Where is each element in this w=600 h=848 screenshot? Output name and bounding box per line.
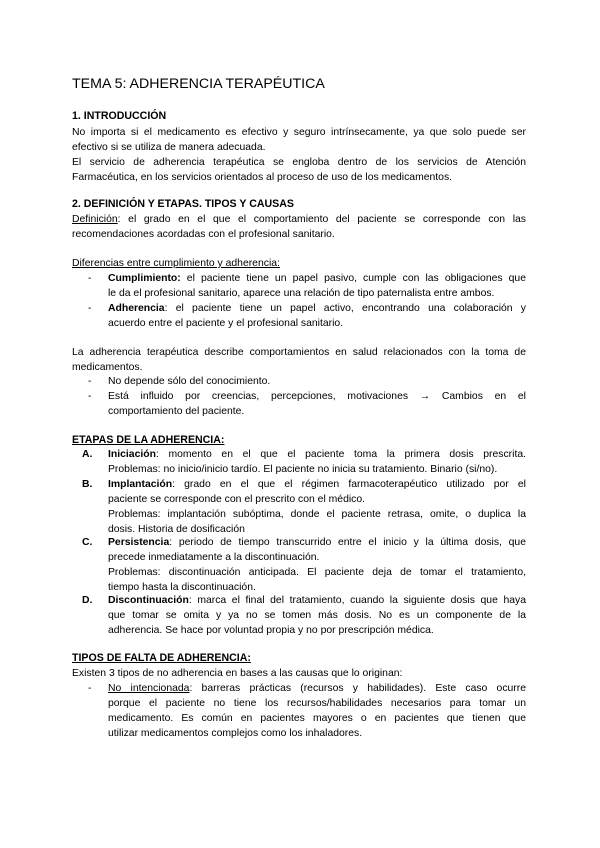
paragraph-line: No importa si el medicamento es efectivo y seguro intrínsecamente, ya que solo puede ser xyxy=(72,127,526,138)
etapa-letter: D. xyxy=(82,595,93,606)
section-heading-introduccion: 1. INTRODUCCIÓN xyxy=(72,110,167,122)
definition-text: : el grado en el que el comportamiento del paciente se corresponde con las xyxy=(117,214,526,225)
cumplimiento-label: Cumplimiento: xyxy=(108,273,181,284)
paragraph-line: medicamentos. xyxy=(72,362,143,373)
etapas-heading: ETAPAS DE LA ADHERENCIA: xyxy=(72,434,225,446)
bullet-dash: - xyxy=(88,376,92,387)
bullet-dash: - xyxy=(88,303,92,314)
etapa-label: Persistencia xyxy=(108,537,170,548)
bullet-dash: - xyxy=(88,391,92,402)
paragraph-line: El servicio de adherencia terapéutica se engloba dentro de los servicios de Atención xyxy=(72,157,526,168)
definition-line xyxy=(72,212,526,227)
etapa-label: Iniciación xyxy=(108,449,156,460)
bullet-dash: - xyxy=(88,683,92,694)
no-intencionada-label: No intencionada xyxy=(108,683,190,694)
etapa-letter: A. xyxy=(82,449,93,460)
bullet-dash: - xyxy=(88,273,92,284)
document-title: TEMA 5: ADHERENCIA TERAPÉUTICA xyxy=(72,76,325,92)
paragraph-line: efectivo si se utiliza de manera adecuada. xyxy=(72,142,266,153)
etapa-letter: B. xyxy=(82,479,93,490)
definition-label: Definición xyxy=(72,214,118,225)
paragraph-line: Existen 3 tipos de no adherencia en bases a las causas que lo originan: xyxy=(72,668,403,679)
etapa-letter: C. xyxy=(82,537,93,548)
section-heading-definicion: 2. DEFINICIÓN Y ETAPAS. TIPOS Y CAUSAS xyxy=(72,198,294,210)
differences-heading: Diferencias entre cumplimiento y adherencia: xyxy=(72,258,280,269)
paragraph-line: Farmacéutica, en los servicios orientados al proceso de uso de los medicamentos. xyxy=(72,172,453,183)
tipos-heading: TIPOS DE FALTA DE ADHERENCIA: xyxy=(72,652,251,664)
adherencia-label: Adherencia xyxy=(108,303,165,314)
paragraph-line: recomendaciones acordadas con el profesional sanitario. xyxy=(72,229,335,240)
etapa-label: Discontinuación xyxy=(108,595,189,606)
etapa-label: Implantación xyxy=(108,479,173,490)
paragraph-line: La adherencia terapéutica describe comportamientos en salud relacionados con la toma de xyxy=(72,347,526,358)
